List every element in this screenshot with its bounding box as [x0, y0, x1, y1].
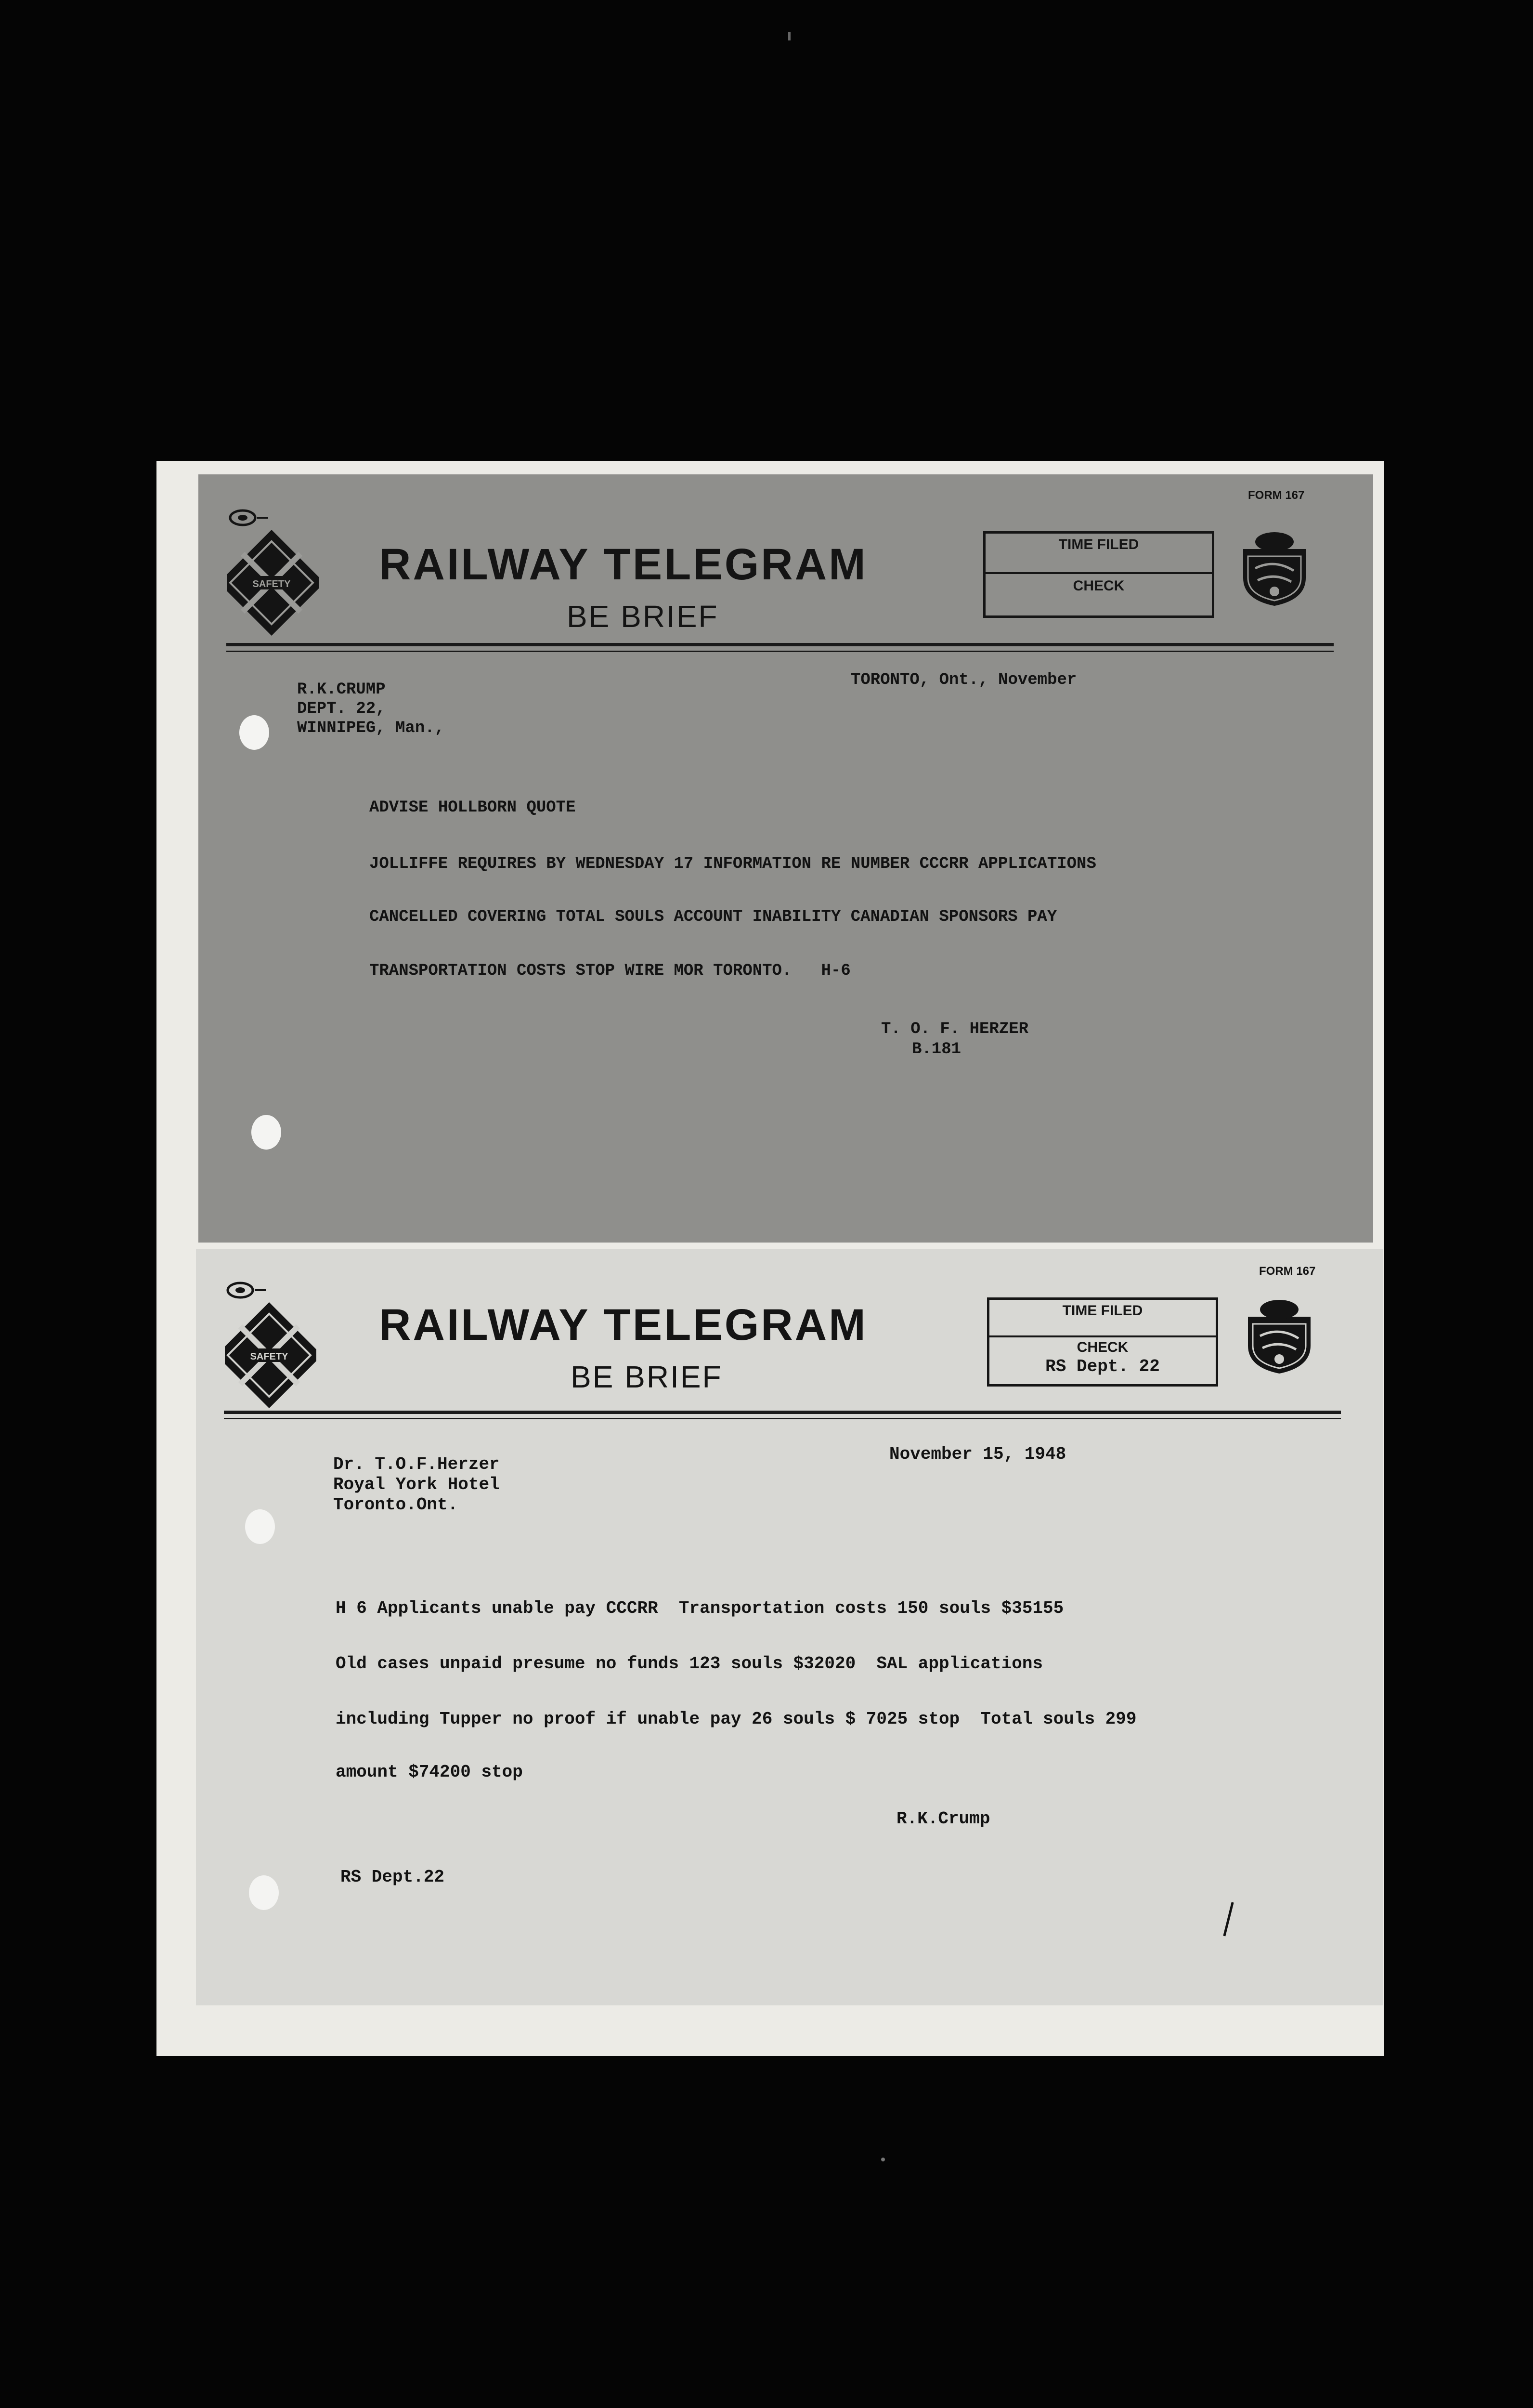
- message-date: November 15, 1948: [889, 1444, 1066, 1464]
- signature-code: B.181: [912, 1040, 961, 1059]
- header-title: RAILWAY TELEGRAM: [379, 1300, 868, 1349]
- message-line: H 6 Applicants unable pay CCCRR Transportation costs 150 souls $35155: [336, 1598, 1064, 1618]
- header-subtitle: BE BRIEF: [571, 1360, 723, 1394]
- header-rule: [226, 643, 1334, 646]
- header-rule-thin: [226, 651, 1334, 652]
- canadian-pacific-beaver-shield-icon: [1243, 1297, 1315, 1374]
- pen-mark: [1223, 1902, 1234, 1936]
- canadian-pacific-beaver-shield-icon: [1238, 530, 1311, 607]
- header-rule-thin: [224, 1418, 1341, 1419]
- box-divider: [986, 572, 1212, 574]
- telegram-sheet-2: [196, 1249, 1383, 2005]
- box-divider: [989, 1335, 1216, 1337]
- message-line: CANCELLED COVERING TOTAL SOULS ACCOUNT INABILITY CANADIAN SPONSORS PAY: [369, 908, 1057, 926]
- telegram-sheet-1: [198, 474, 1373, 1243]
- header-title: RAILWAY TELEGRAM: [379, 540, 868, 589]
- document-mount: [156, 461, 1384, 2056]
- safety-diamond-logo: [225, 1271, 316, 1411]
- message-line: amount $74200 stop: [336, 1762, 523, 1782]
- message-line: ADVISE HOLLBORN QUOTE: [369, 798, 576, 817]
- form-number: FORM 167: [1259, 1265, 1316, 1278]
- safety-diamond-logo: [227, 498, 319, 638]
- logo-safety-text: SAFETY: [252, 579, 291, 589]
- time-filed-label: TIME FILED: [1058, 537, 1139, 552]
- addressee-line: WINNIPEG, Man.,: [297, 719, 445, 737]
- filing-box: [983, 531, 1214, 618]
- addressee-line: DEPT. 22,: [297, 700, 386, 718]
- punch-hole: [245, 1509, 275, 1544]
- signature: R.K.Crump: [896, 1809, 990, 1829]
- header-rule: [224, 1411, 1341, 1414]
- check-label: CHECK: [1073, 578, 1125, 594]
- message-line: TRANSPORTATION COSTS STOP WIRE MOR TORONTO. H-6: [369, 962, 851, 980]
- header-subtitle: BE BRIEF: [567, 599, 719, 634]
- message-line: Old cases unpaid presume no funds 123 souls $32020 SAL applications: [336, 1654, 1043, 1674]
- signature-name: T. O. F. HERZER: [881, 1020, 1029, 1038]
- punch-hole: [239, 715, 269, 750]
- film-speck: [788, 32, 791, 40]
- origin-date: TORONTO, Ont., November: [851, 671, 1077, 689]
- addressee-line: R.K.CRUMP: [297, 681, 386, 699]
- check-value: RS Dept. 22: [1045, 1357, 1160, 1376]
- film-speck: [881, 2158, 885, 2161]
- message-line: JOLLIFFE REQUIRES BY WEDNESDAY 17 INFORMATION RE NUMBER CCCRR APPLICATIONS: [369, 855, 1096, 873]
- punch-hole: [251, 1115, 281, 1150]
- form-number: FORM 167: [1248, 489, 1305, 502]
- check-label: CHECK: [1077, 1339, 1129, 1355]
- filing-box: [987, 1297, 1218, 1387]
- time-filed-label: TIME FILED: [1062, 1303, 1143, 1319]
- addressee-line: Dr. T.O.F.Herzer: [333, 1454, 500, 1474]
- footer-department: RS Dept.22: [340, 1867, 445, 1887]
- addressee-line: Toronto.Ont.: [333, 1495, 458, 1515]
- message-line: including Tupper no proof if unable pay 26 souls $ 7025 stop Total souls 299: [336, 1709, 1137, 1729]
- logo-safety-text: SAFETY: [250, 1351, 288, 1362]
- punch-hole: [249, 1875, 279, 1910]
- addressee-line: Royal York Hotel: [333, 1475, 500, 1494]
